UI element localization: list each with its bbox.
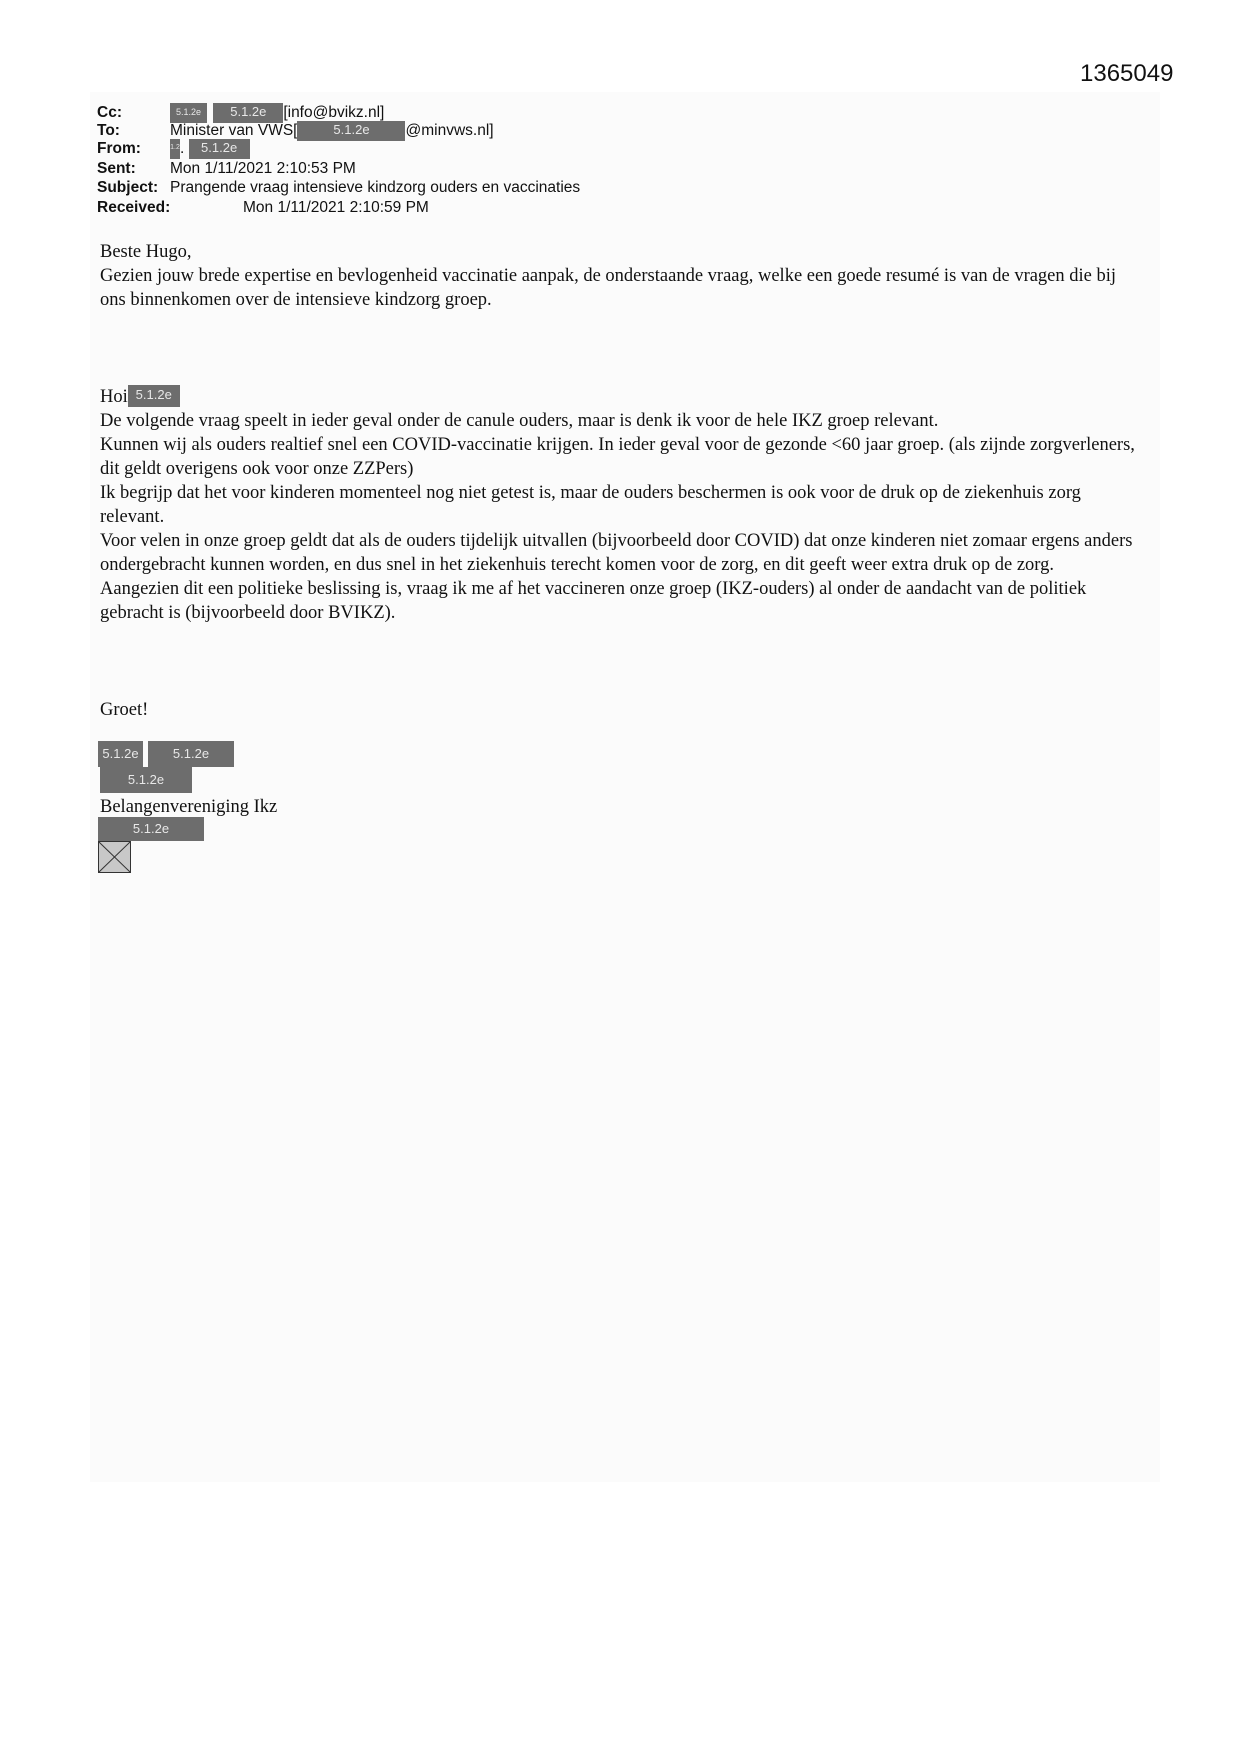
redaction: 5.1.2e (128, 385, 180, 407)
redaction: 5.1.2e (189, 139, 250, 159)
paragraph: Ik begrijp dat het voor kinderen momenteel nog niet getest is, maar de ouders beschermen is ook voor de druk op de ziekenhuis zorg relevant. (100, 483, 1081, 527)
redaction: 5.1.2e (170, 103, 207, 123)
subject-value: Prangende vraag intensieve kindzorg ouders en vaccinaties (170, 179, 581, 196)
redaction: 5.1.2e (98, 741, 143, 767)
to-email: @minvws.nl] (405, 122, 494, 139)
cc-label: Cc: (97, 104, 122, 121)
cc-email: [info@bvikz.nl] (283, 104, 385, 121)
quoted-greeting: Hoi (100, 387, 128, 407)
intro-paragraph: Gezien jouw brede expertise en bevlogenheid vaccinatie aanpak, de onderstaande vraag, welke een goede resumé is van de vragen die bij ons binnenkomen over de intensieve kindzorg groep. (100, 266, 1117, 310)
received-value: Mon 1/11/2021 2:10:59 PM (243, 199, 429, 216)
to-name: Minister van VWS[ (170, 122, 298, 139)
to-label: To: (97, 122, 120, 139)
redaction: 5.1.2e (297, 121, 405, 141)
redaction: 1.2 (170, 139, 180, 159)
subject-label: Subject: (97, 179, 159, 196)
paragraph: Voor velen in onze groep geldt dat als de ouders tijdelijk uitvallen (bijvoorbeeld door COVID) dat onze kinderen niet zomaar ergens anders ondergebracht kunnen worden, en dus snel in het ziekenhuis terecht komen voor de zorg, en dit geeft weer extra druk op de zorg. (100, 531, 1133, 575)
received-label: Received: (97, 199, 171, 216)
greeting: Beste Hugo, (100, 242, 192, 262)
sent-label: Sent: (97, 160, 136, 177)
redaction: 5.1.2e (98, 817, 204, 841)
organisation-name: Belangenvereniging Ikz (100, 797, 278, 817)
redaction: 5.1.2e (148, 741, 234, 767)
broken-image-icon (98, 841, 131, 873)
sent-value: Mon 1/11/2021 2:10:53 PM (170, 160, 356, 177)
redaction: 5.1.2e (100, 767, 192, 793)
quoted-message (100, 385, 1140, 625)
paragraph: Aangezien dit een politieke beslissing is, vraag ik me af het vaccineren onze groep (IKZ-ouders) al onder de aandacht van de politiek gebracht is (bijvoorbeeld door BVIKZ). (100, 579, 1087, 623)
from-label: From: (97, 140, 141, 157)
paragraph: Kunnen wij als ouders realtief snel een COVID-vaccinatie krijgen. In ieder geval voor de gezonde <60 jaar groep. (als zijnde zorgverleners, dit geldt overigens ook voor onze ZZPers) (100, 435, 1135, 479)
intro-block (100, 240, 1140, 312)
document-number: 1365049 (1080, 60, 1174, 87)
closing: Groet! (100, 700, 149, 720)
redaction: 5.1.2e (213, 103, 283, 123)
paragraph: De volgende vraag speelt in ieder geval onder de canule ouders, maar is denk ik voor de hele IKZ groep relevant. (100, 411, 939, 431)
